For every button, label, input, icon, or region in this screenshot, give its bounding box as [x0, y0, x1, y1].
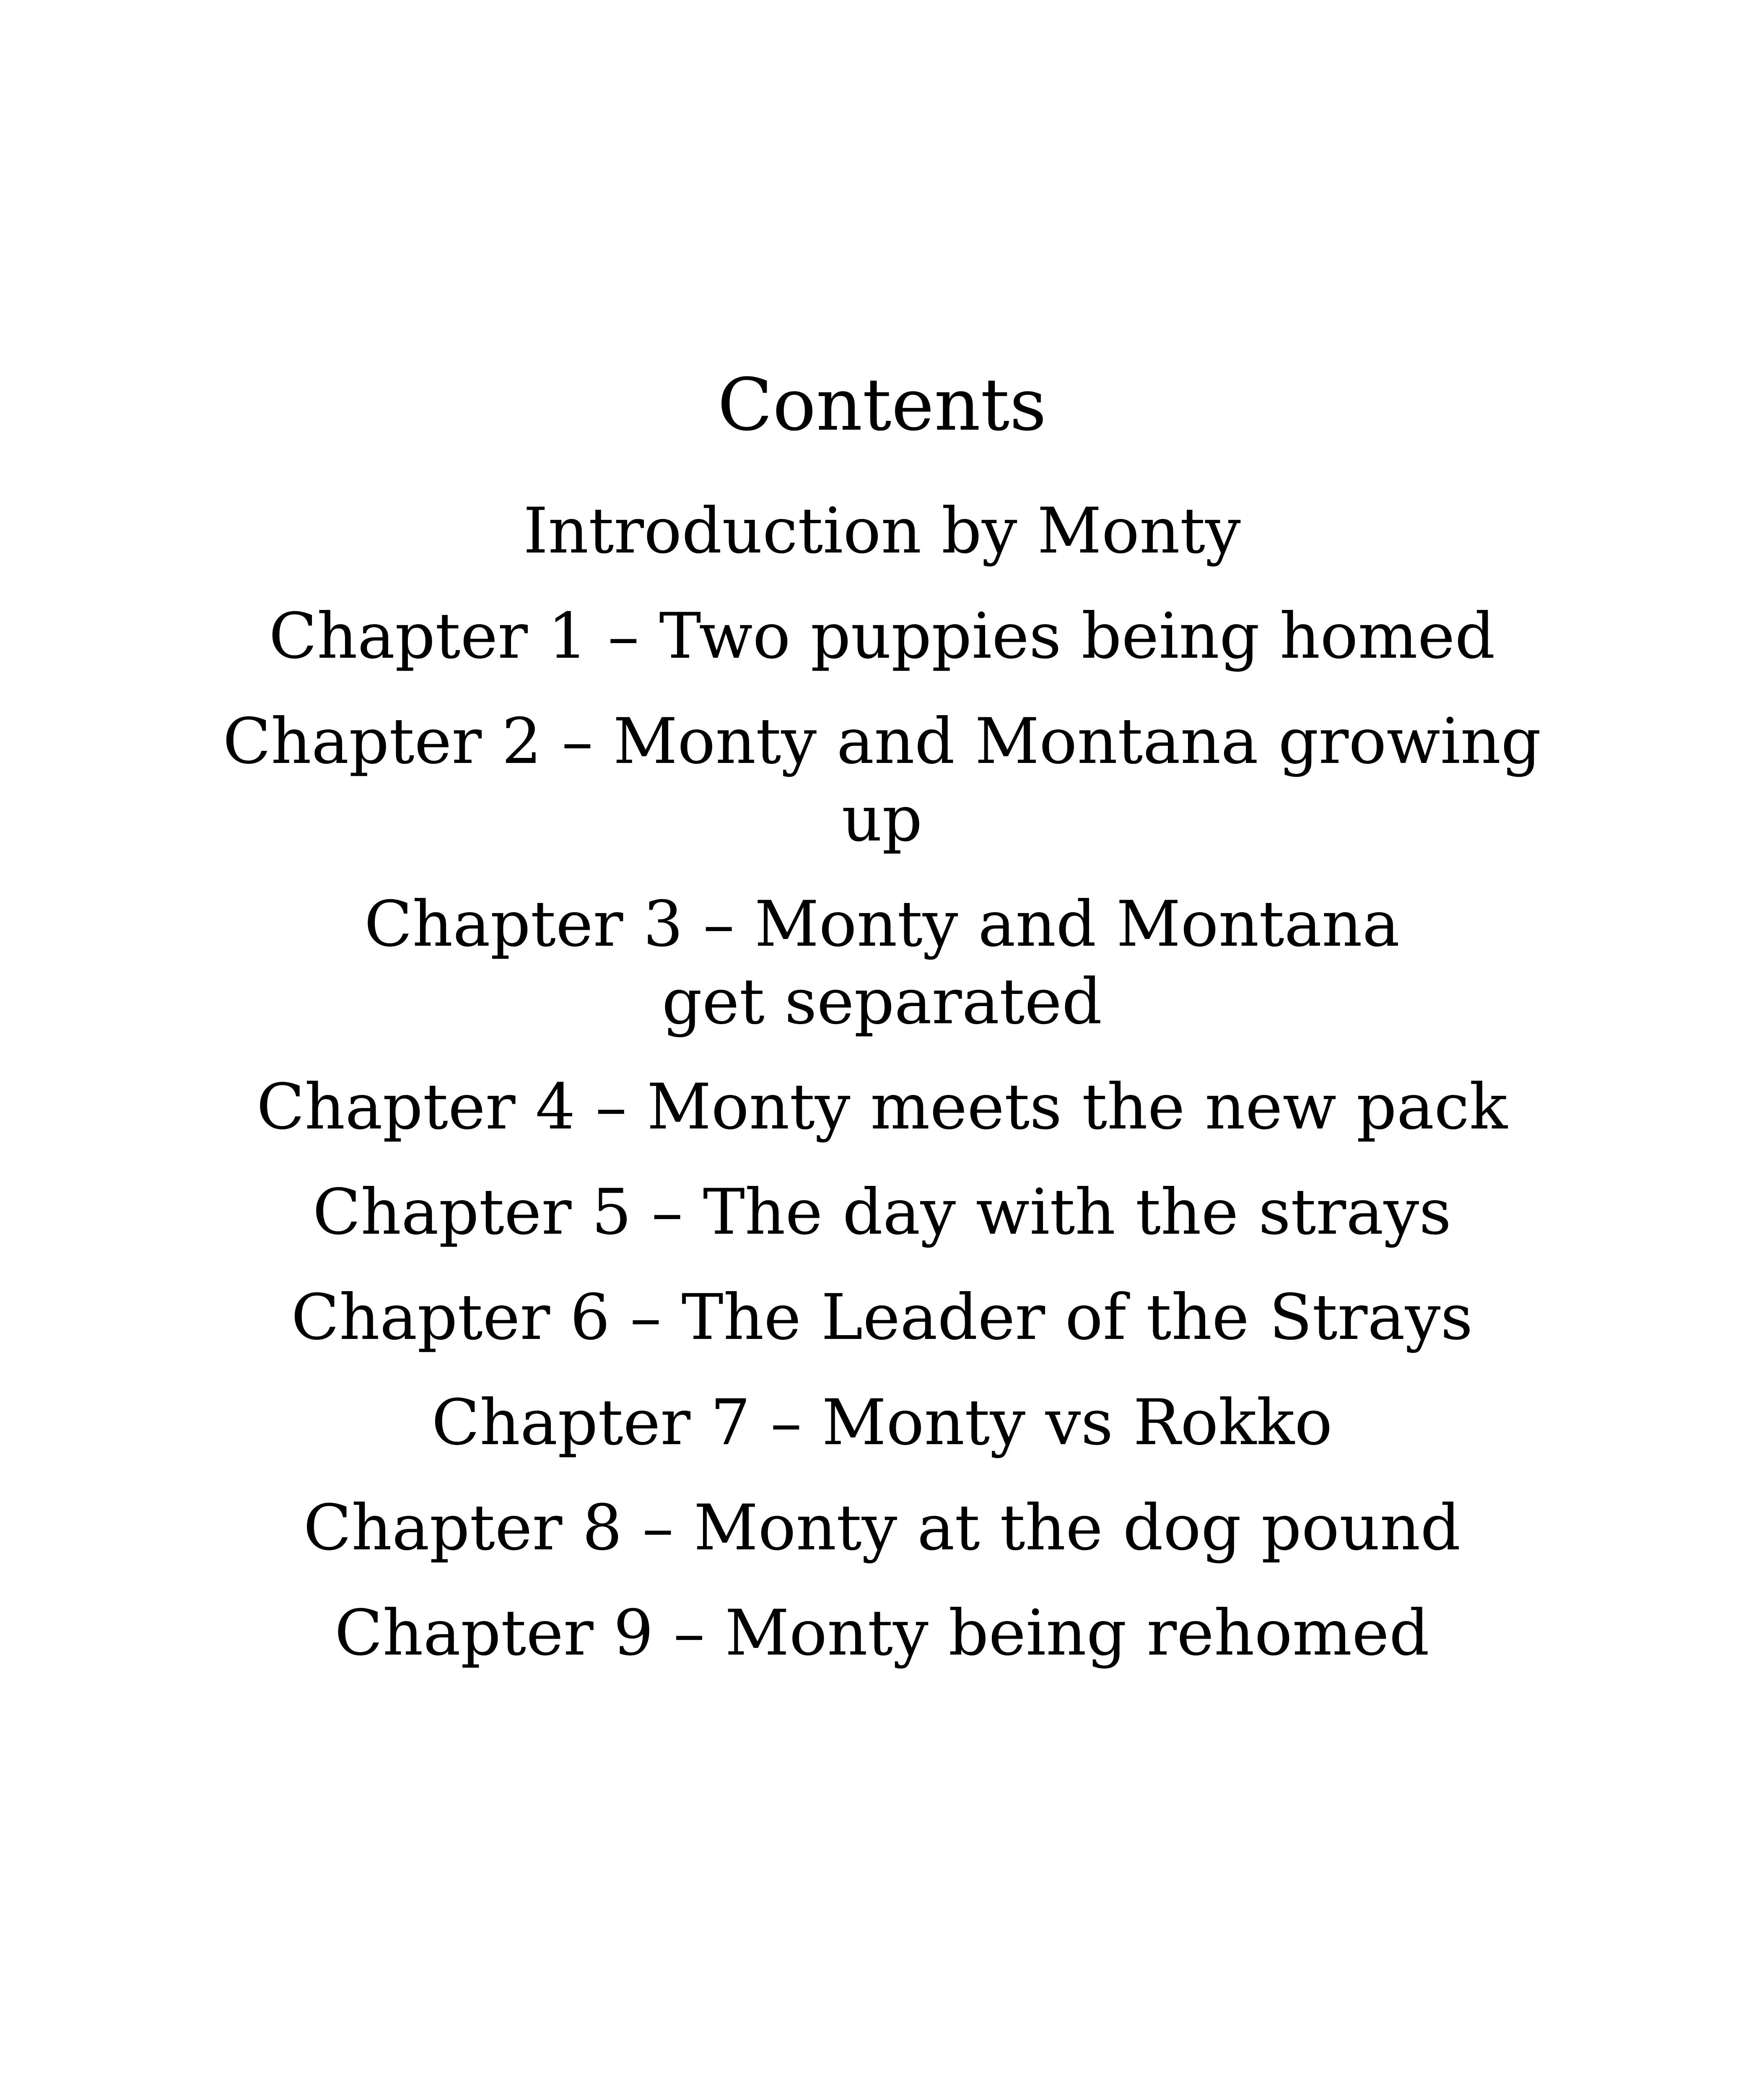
toc-entry-chapter-1: Chapter 1 – Two puppies being homed — [269, 600, 1495, 673]
toc-entry-chapter-3: Chapter 3 – Monty and Montana get separated — [364, 888, 1400, 1038]
toc-entry-chapter-2: Chapter 2 – Monty and Montana growing up — [223, 705, 1541, 856]
toc-entry-chapter-9: Chapter 9 – Monty being rehomed — [335, 1597, 1429, 1670]
toc-entry-introduction: Introduction by Monty — [523, 495, 1241, 568]
table-of-contents — [190, 493, 1574, 1700]
toc-entry-chapter-7: Chapter 7 – Monty vs Rokko — [431, 1386, 1333, 1459]
toc-entry-chapter-6: Chapter 6 – The Leader of the Strays — [291, 1281, 1473, 1354]
toc-entry-chapter-4: Chapter 4 – Monty meets the new pack — [256, 1071, 1508, 1144]
toc-entry-chapter-8: Chapter 8 – Monty at the dog pound — [303, 1492, 1461, 1564]
contents-heading: Contents — [717, 363, 1047, 447]
toc-entry-chapter-5: Chapter 5 – The day with the strays — [312, 1176, 1452, 1249]
